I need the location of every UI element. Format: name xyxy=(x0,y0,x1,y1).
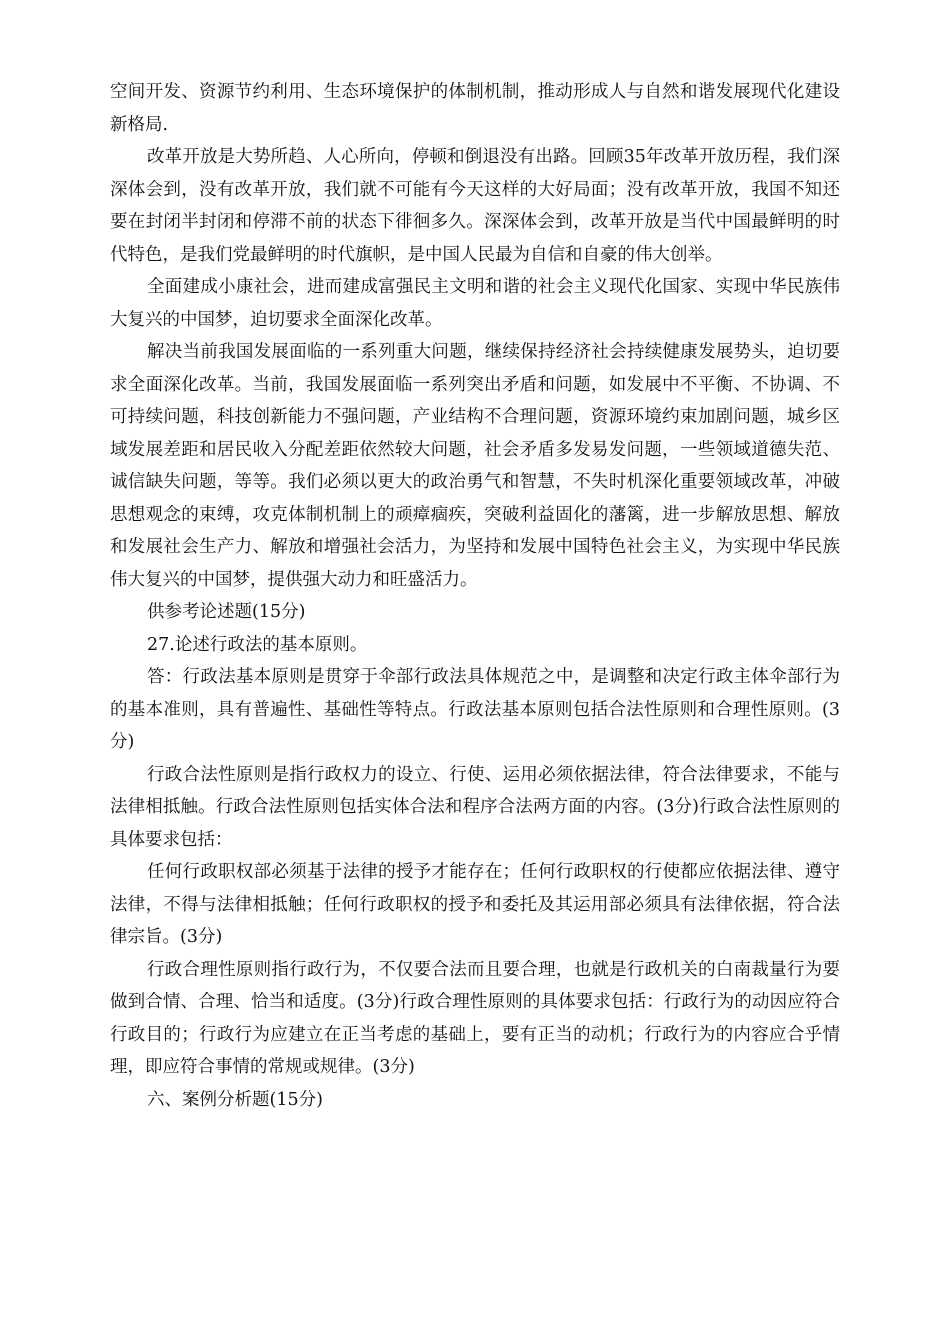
paragraph-moderately-prosperous: 全面建成小康社会，进而建成富强民主文明和谐的社会主义现代化国家、实现中华民族伟大复兴的中国梦，迫切要求全面深化改革。 xyxy=(110,277,840,330)
answer-intro: 答：行政法基本原则是贯穿于伞部行政法具体规范之中，是调整和决定行政主体伞部行为的基本准则，具有普遍性、基础性等特点。行政法基本原则包括合法性原则和合理性原则。(3分) xyxy=(110,667,840,752)
legality-principle: 行政合法性原则是指行政权力的设立、行使、运用必须依据法律，符合法律要求，不能与法律相抵触。行政合法性原则包括实体合法和程序合法两方面的内容。(3分)行政合法性原则的具体要求包括： xyxy=(110,764,840,850)
section-heading-essay: 供参考论述题(15分) xyxy=(147,602,306,622)
document-page xyxy=(110,76,840,1116)
paragraph-continuation: 空间开发、资源节约利用、生态环境保护的体制机制，推动形成人与自然和谐发展现代化建设新格局. xyxy=(110,82,840,135)
legality-requirements: 任何行政职权部必须基于法律的授予才能存在；任何行政职权的行使都应依据法律、遵守法律，不得与法律相抵触；任何行政职权的授予和委托及其运用部必须具有法律依据，符合法律宗旨。(3分) xyxy=(110,862,840,947)
question-27: 27.论述行政法的基本原则。 xyxy=(147,634,368,655)
section-heading-case-analysis: 六、案例分析题(15分) xyxy=(147,1089,323,1110)
paragraph-current-problems: 解决当前我国发展面临的一系列重大问题，继续保持经济社会持续健康发展势头，迫切要求全面深化改革。当前，我国发展面临一系列突出矛盾和问题，如发展中不平衡、不协调、不可持续问题，科技创新能力不强问题，产业结构不合理问题，资源环境约束加剧问题，城乡区域发展差距和居民收入分配差距依然较大问题，社会矛盾多发易发问题，一些领域道德失范、诚信缺失问题，等等。我们必须以更大的政治勇气和智慧，不失时机深化重要领域改革，冲破思想观念的束缚，攻克体制机制上的顽瘴痼疾，突破利益固化的藩篱，进一步解放思想、解放和发展社会生产力、解放和增强社会活力，为坚持和发展中国特色社会主义，为实现中华民族伟大复兴的中国梦，提供强大动力和旺盛活力。 xyxy=(110,342,840,590)
paragraph-reform-opening: 改革开放是大势所趋、人心所向，停顿和倒退没有出路。回顾35年改革开放历程，我们深深体会到，没有改革开放，我们就不可能有今天这样的大好局面；没有改革开放，我国不知还要在封闭半封闭和停滞不前的状态下徘徊多久。深深体会到，改革开放是当代中国最鲜明的时代特色，是我们党最鲜明的时代旗帜，是中国人民最为自信和自豪的伟大创举。 xyxy=(110,147,840,265)
rationality-principle: 行政合理性原则指行政行为，不仅要合法而且要合理，也就是行政机关的白南裁量行为要做到合情、合理、恰当和适度。(3分)行政合理性原则的具体要求包括：行政行为的动因应符合行政目的；行政行为应建立在正当考虑的基础上，要有正当的动机；行政行为的内容应合乎情理，即应符合事情的常规或规律。(3分) xyxy=(110,959,840,1077)
